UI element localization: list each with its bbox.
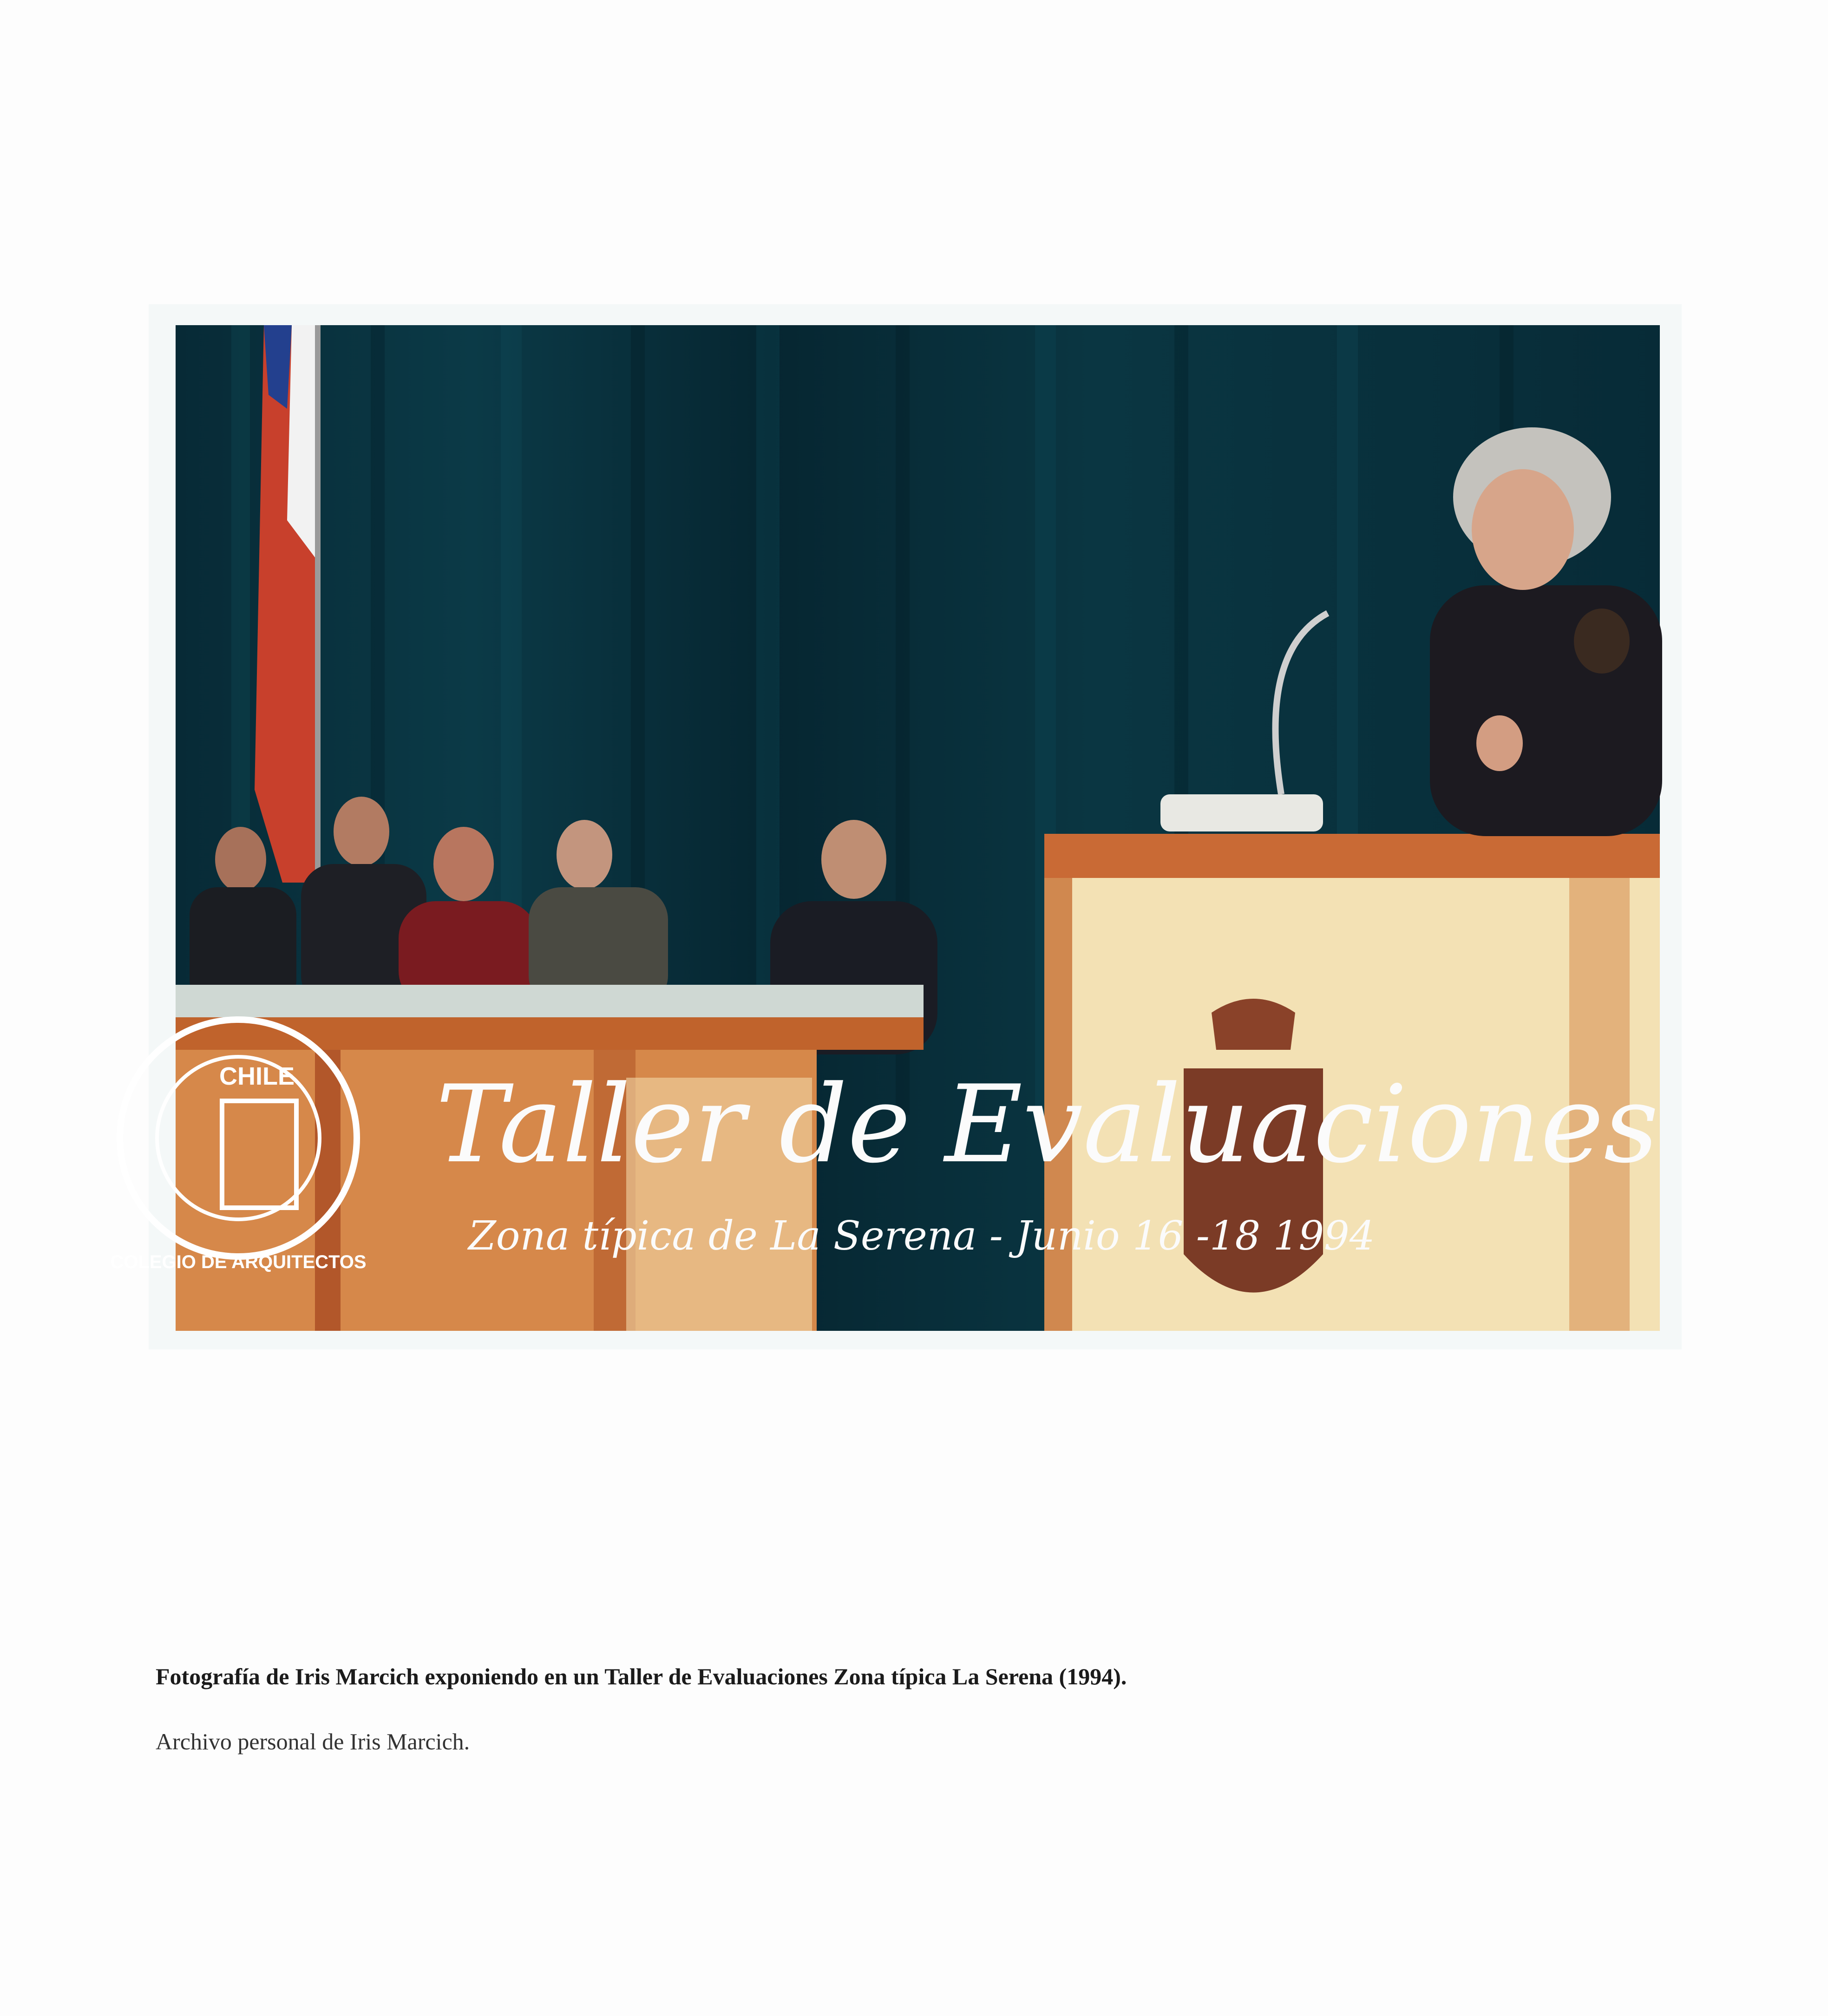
seal-text-top: CHILE [219, 1062, 295, 1090]
caption-source: Archivo personal de Iris Marcich. [156, 1728, 470, 1754]
chilean-flag [255, 325, 321, 906]
event-photograph [110, 325, 1660, 1331]
speaker [1430, 427, 1662, 836]
overlay-title: Taller de Evaluaciones [436, 1063, 1659, 1187]
overlay-subtitle: Zona típica de La Serena - Junio 16 -18 1994 [468, 1213, 1375, 1259]
caption-title: Fotografía de Iris Marcich exponiendo en un Taller de Evaluaciones Zona típica La Serena (1994). [156, 1663, 1127, 1689]
seal-text-ring: COLEGIO DE ARQUITECTOS [110, 1252, 367, 1272]
